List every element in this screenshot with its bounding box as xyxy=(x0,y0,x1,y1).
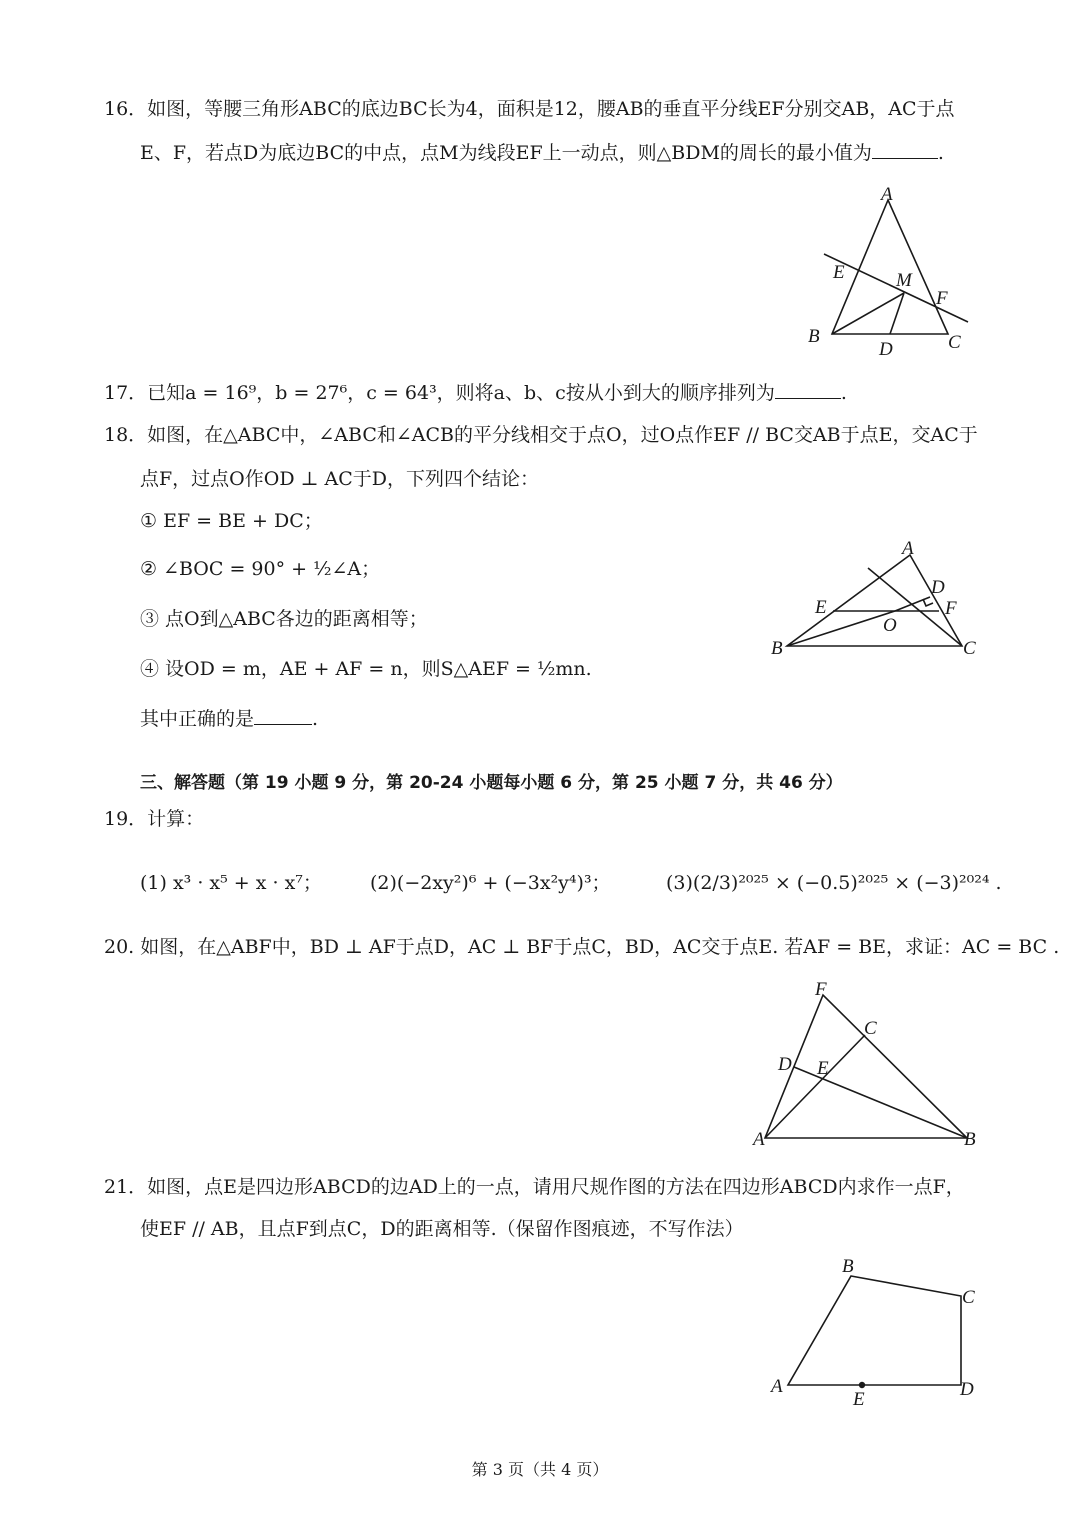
q20-text: 20. 如图，在△ABF中，BD ⊥ AF于点D，AC ⊥ BF于点C，BD，AC交于点E. 若AF = BE，求证：AC = BC . xyxy=(104,936,1060,958)
q18-label-b: B xyxy=(771,638,783,659)
q18-line2: 点F，过点O作OD ⊥ AC于D，下列四个结论： xyxy=(140,468,540,490)
q21-line2: 使EF // AB，且点F到点C，D的距离相等.（保留作图痕迹，不写作法） xyxy=(140,1218,744,1240)
q16-label-c: C xyxy=(948,332,961,353)
section-3-heading: 三、解答题（第 19 小题 9 分，第 20-24 小题每小题 6 分，第 25 小题 7 分，共 46 分） xyxy=(140,773,843,793)
q18-conclusion-1: ① EF = BE + DC； xyxy=(140,510,323,532)
q19-part-3: (3)(2/3)²⁰²⁵ × (−0.5)²⁰²⁵ × (−3)²⁰²⁴ . xyxy=(666,872,1002,894)
q16-line2 xyxy=(140,140,944,166)
q18-label-d: D xyxy=(931,577,945,598)
q16-label-m: M xyxy=(896,270,912,291)
q17-line xyxy=(104,380,847,406)
q18-label-f: F xyxy=(945,598,957,619)
q20-label-d: D xyxy=(778,1054,792,1075)
q21-line1: 21．如图，点E是四边形ABCD的边AD上的一点，请用尺规作图的方法在四边形ABCD内求作一点F， xyxy=(104,1176,965,1198)
q18-ask xyxy=(140,706,318,732)
q16-label-d: D xyxy=(879,339,893,360)
q18-conclusion-2: ② ∠BOC = 90° + ½∠A； xyxy=(140,558,381,580)
q18-label-a: A xyxy=(902,538,914,559)
q18-conclusion-3: ③ 点O到△ABC各边的距离相等； xyxy=(140,608,428,630)
q16-label-b: B xyxy=(808,326,820,347)
q16-figure xyxy=(800,180,990,365)
q20-label-f: F xyxy=(815,979,827,1000)
q20-label-b: B xyxy=(964,1129,976,1150)
q21-label-a: A xyxy=(771,1376,783,1397)
q18-label-c: C xyxy=(963,638,976,659)
q19-part-1: (1) x³ · x⁵ + x · x⁷； xyxy=(140,872,322,894)
q18-label-e: E xyxy=(815,597,827,618)
q16-label-f: F xyxy=(936,288,948,309)
q19-part-2: (2)(−2xy²)⁶ + (−3x²y⁴)³； xyxy=(370,872,611,894)
q18-ask-end: . xyxy=(312,708,319,730)
q20-label-c: C xyxy=(864,1018,877,1039)
q20-label-a: A xyxy=(753,1129,765,1150)
q16-line2-text: E、F，若点D为底边BC的中点，点M为线段EF上一动点，则△BDM的周长的最小值为 xyxy=(140,142,872,164)
q20-label-e: E xyxy=(817,1058,829,1079)
q18-line1: 18．如图，在△ABC中，∠ABC和∠ACB的平分线相交于点O，过O点作EF // BC交AB于点E，交AC于 xyxy=(104,424,978,446)
q18-figure xyxy=(765,535,1010,665)
page-footer: 第 3 页（共 4 页） xyxy=(471,1460,609,1479)
q16-label-e: E xyxy=(833,262,845,283)
q16-label-a: A xyxy=(881,184,893,205)
q17-end: . xyxy=(840,382,847,404)
answer-blank xyxy=(775,380,841,399)
q21-point-e xyxy=(859,1382,865,1388)
answer-blank xyxy=(872,140,938,159)
q21-label-e: E xyxy=(853,1389,865,1410)
answer-blank xyxy=(254,706,312,725)
q21-label-d: D xyxy=(960,1379,974,1400)
q21-label-c: C xyxy=(962,1287,975,1308)
q20-figure xyxy=(745,975,990,1155)
q16-line1: 16．如图，等腰三角形ABC的底边BC长为4，面积是12，腰AB的垂直平分线EF分别交AB，AC于点 xyxy=(104,98,955,120)
q16-line2-end: . xyxy=(937,142,944,164)
q21-label-b: B xyxy=(842,1256,854,1277)
q18-conclusion-4: ④ 设OD = m，AE + AF = n，则S△AEF = ½mn. xyxy=(140,658,592,680)
q21-figure xyxy=(765,1250,995,1420)
q18-label-o: O xyxy=(883,615,897,636)
q19-title: 19．计算： xyxy=(104,808,205,830)
q18-ask-text: 其中正确的是 xyxy=(140,708,255,730)
q17-text: 17．已知a = 16⁹，b = 27⁶，c = 64³，则将a、b、c按从小到大的顺序排列为 xyxy=(104,382,775,404)
